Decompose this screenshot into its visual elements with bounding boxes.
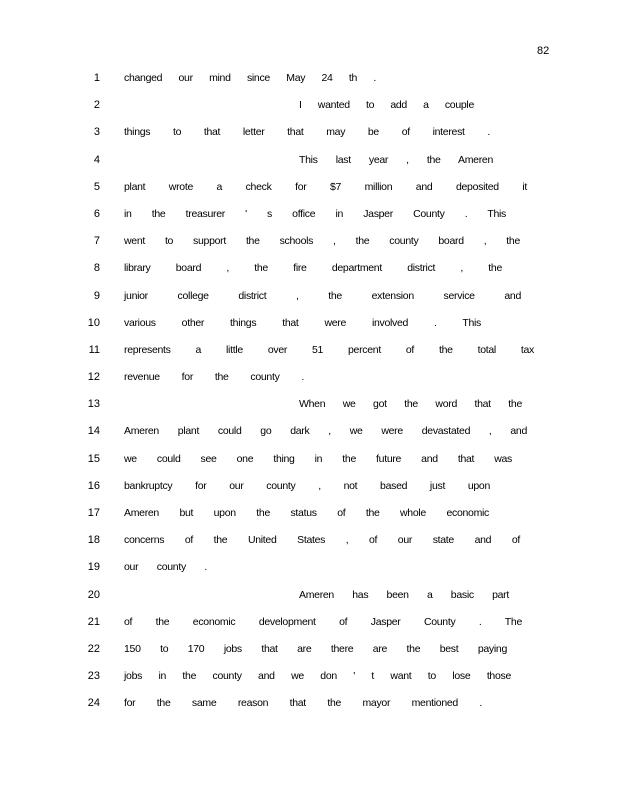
line-text: various other things that were involved . This bbox=[124, 316, 481, 329]
line-text: represents a little over 51 percent of the total tax bbox=[124, 343, 534, 356]
line-text: Ameren but upon the status of the whole economic bbox=[124, 507, 489, 519]
line-text: 150 to 170 jobs that are there are the best paying bbox=[124, 642, 507, 655]
transcript-line bbox=[0, 344, 618, 371]
transcript-line bbox=[0, 507, 618, 534]
line-text: junior college district , the extension service and bbox=[124, 289, 521, 302]
line-text: plant wrote a check for $7 million and deposited it bbox=[124, 180, 527, 193]
transcript-line bbox=[0, 208, 618, 235]
line-number: 21 bbox=[87, 615, 100, 628]
transcript-line bbox=[0, 317, 618, 344]
line-number: 19 bbox=[87, 561, 100, 574]
line-number: 15 bbox=[87, 452, 100, 465]
transcript-body bbox=[0, 72, 618, 725]
transcript-line bbox=[0, 589, 618, 616]
line-text: our county . bbox=[124, 561, 207, 574]
line-number: 3 bbox=[93, 126, 100, 139]
transcript-line bbox=[0, 425, 618, 452]
line-number: 22 bbox=[87, 642, 100, 655]
line-number: 8 bbox=[93, 262, 100, 275]
line-text: for the same reason that the mayor mentioned . bbox=[124, 697, 482, 710]
line-text: things to that letter that may be of interest . bbox=[124, 126, 490, 139]
line-text: Ameren has been a basic part bbox=[299, 588, 509, 601]
transcript-line bbox=[0, 697, 618, 724]
line-text: Ameren plant could go dark , we were devastated , and bbox=[124, 425, 527, 438]
transcript-line bbox=[0, 534, 618, 561]
transcript-line bbox=[0, 181, 618, 208]
transcript-line bbox=[0, 154, 618, 181]
line-number: 23 bbox=[87, 670, 100, 683]
line-number: 18 bbox=[87, 534, 100, 547]
line-text: we could see one thing in the future and that was bbox=[124, 452, 512, 465]
line-number: 7 bbox=[93, 235, 100, 248]
transcript-line bbox=[0, 670, 618, 697]
line-number: 1 bbox=[93, 72, 100, 84]
transcript-line bbox=[0, 126, 618, 153]
transcript-line bbox=[0, 290, 618, 317]
transcript-line bbox=[0, 480, 618, 507]
line-number: 20 bbox=[87, 588, 100, 601]
transcript-line bbox=[0, 398, 618, 425]
line-number: 24 bbox=[87, 697, 100, 710]
line-number: 13 bbox=[87, 398, 100, 411]
line-text: jobs in the county and we don ' t want to lose those bbox=[124, 670, 511, 683]
line-number: 2 bbox=[93, 99, 100, 112]
transcript-line bbox=[0, 235, 618, 262]
line-number: 6 bbox=[93, 207, 100, 220]
line-text: revenue for the county . bbox=[124, 371, 304, 384]
line-number: 10 bbox=[87, 316, 100, 329]
line-text: This last year , the Ameren bbox=[299, 153, 493, 166]
line-number: 5 bbox=[93, 180, 100, 193]
transcript-line bbox=[0, 561, 618, 588]
line-number: 12 bbox=[87, 371, 100, 384]
line-text: I wanted to add a couple bbox=[299, 99, 474, 112]
line-text: concerns of the United States , of our state and of bbox=[124, 534, 520, 547]
line-text: bankruptcy for our county , not based just upon bbox=[124, 479, 490, 492]
line-text: in the treasurer ' s office in Jasper County . This bbox=[124, 207, 506, 220]
transcript-line bbox=[0, 643, 618, 670]
line-text: went to support the schools , the county board , the bbox=[124, 235, 520, 248]
transcript-line bbox=[0, 453, 618, 480]
line-number: 4 bbox=[93, 153, 100, 166]
page-number: 82 bbox=[537, 45, 550, 57]
line-text: When we got the word that the bbox=[299, 398, 522, 411]
transcript-line bbox=[0, 99, 618, 126]
transcript-line bbox=[0, 72, 618, 99]
line-number: 9 bbox=[93, 289, 100, 302]
line-number: 14 bbox=[87, 425, 100, 438]
line-number: 11 bbox=[88, 343, 100, 356]
transcript-line bbox=[0, 371, 618, 398]
line-text: changed our mind since May 24 th . bbox=[124, 72, 376, 84]
transcript-line bbox=[0, 262, 618, 289]
transcript-line bbox=[0, 616, 618, 643]
line-text: of the economic development of Jasper County . The bbox=[124, 615, 522, 628]
line-text: library board , the fire department district , the bbox=[124, 262, 502, 275]
line-number: 16 bbox=[87, 479, 100, 492]
line-number: 17 bbox=[87, 507, 100, 519]
